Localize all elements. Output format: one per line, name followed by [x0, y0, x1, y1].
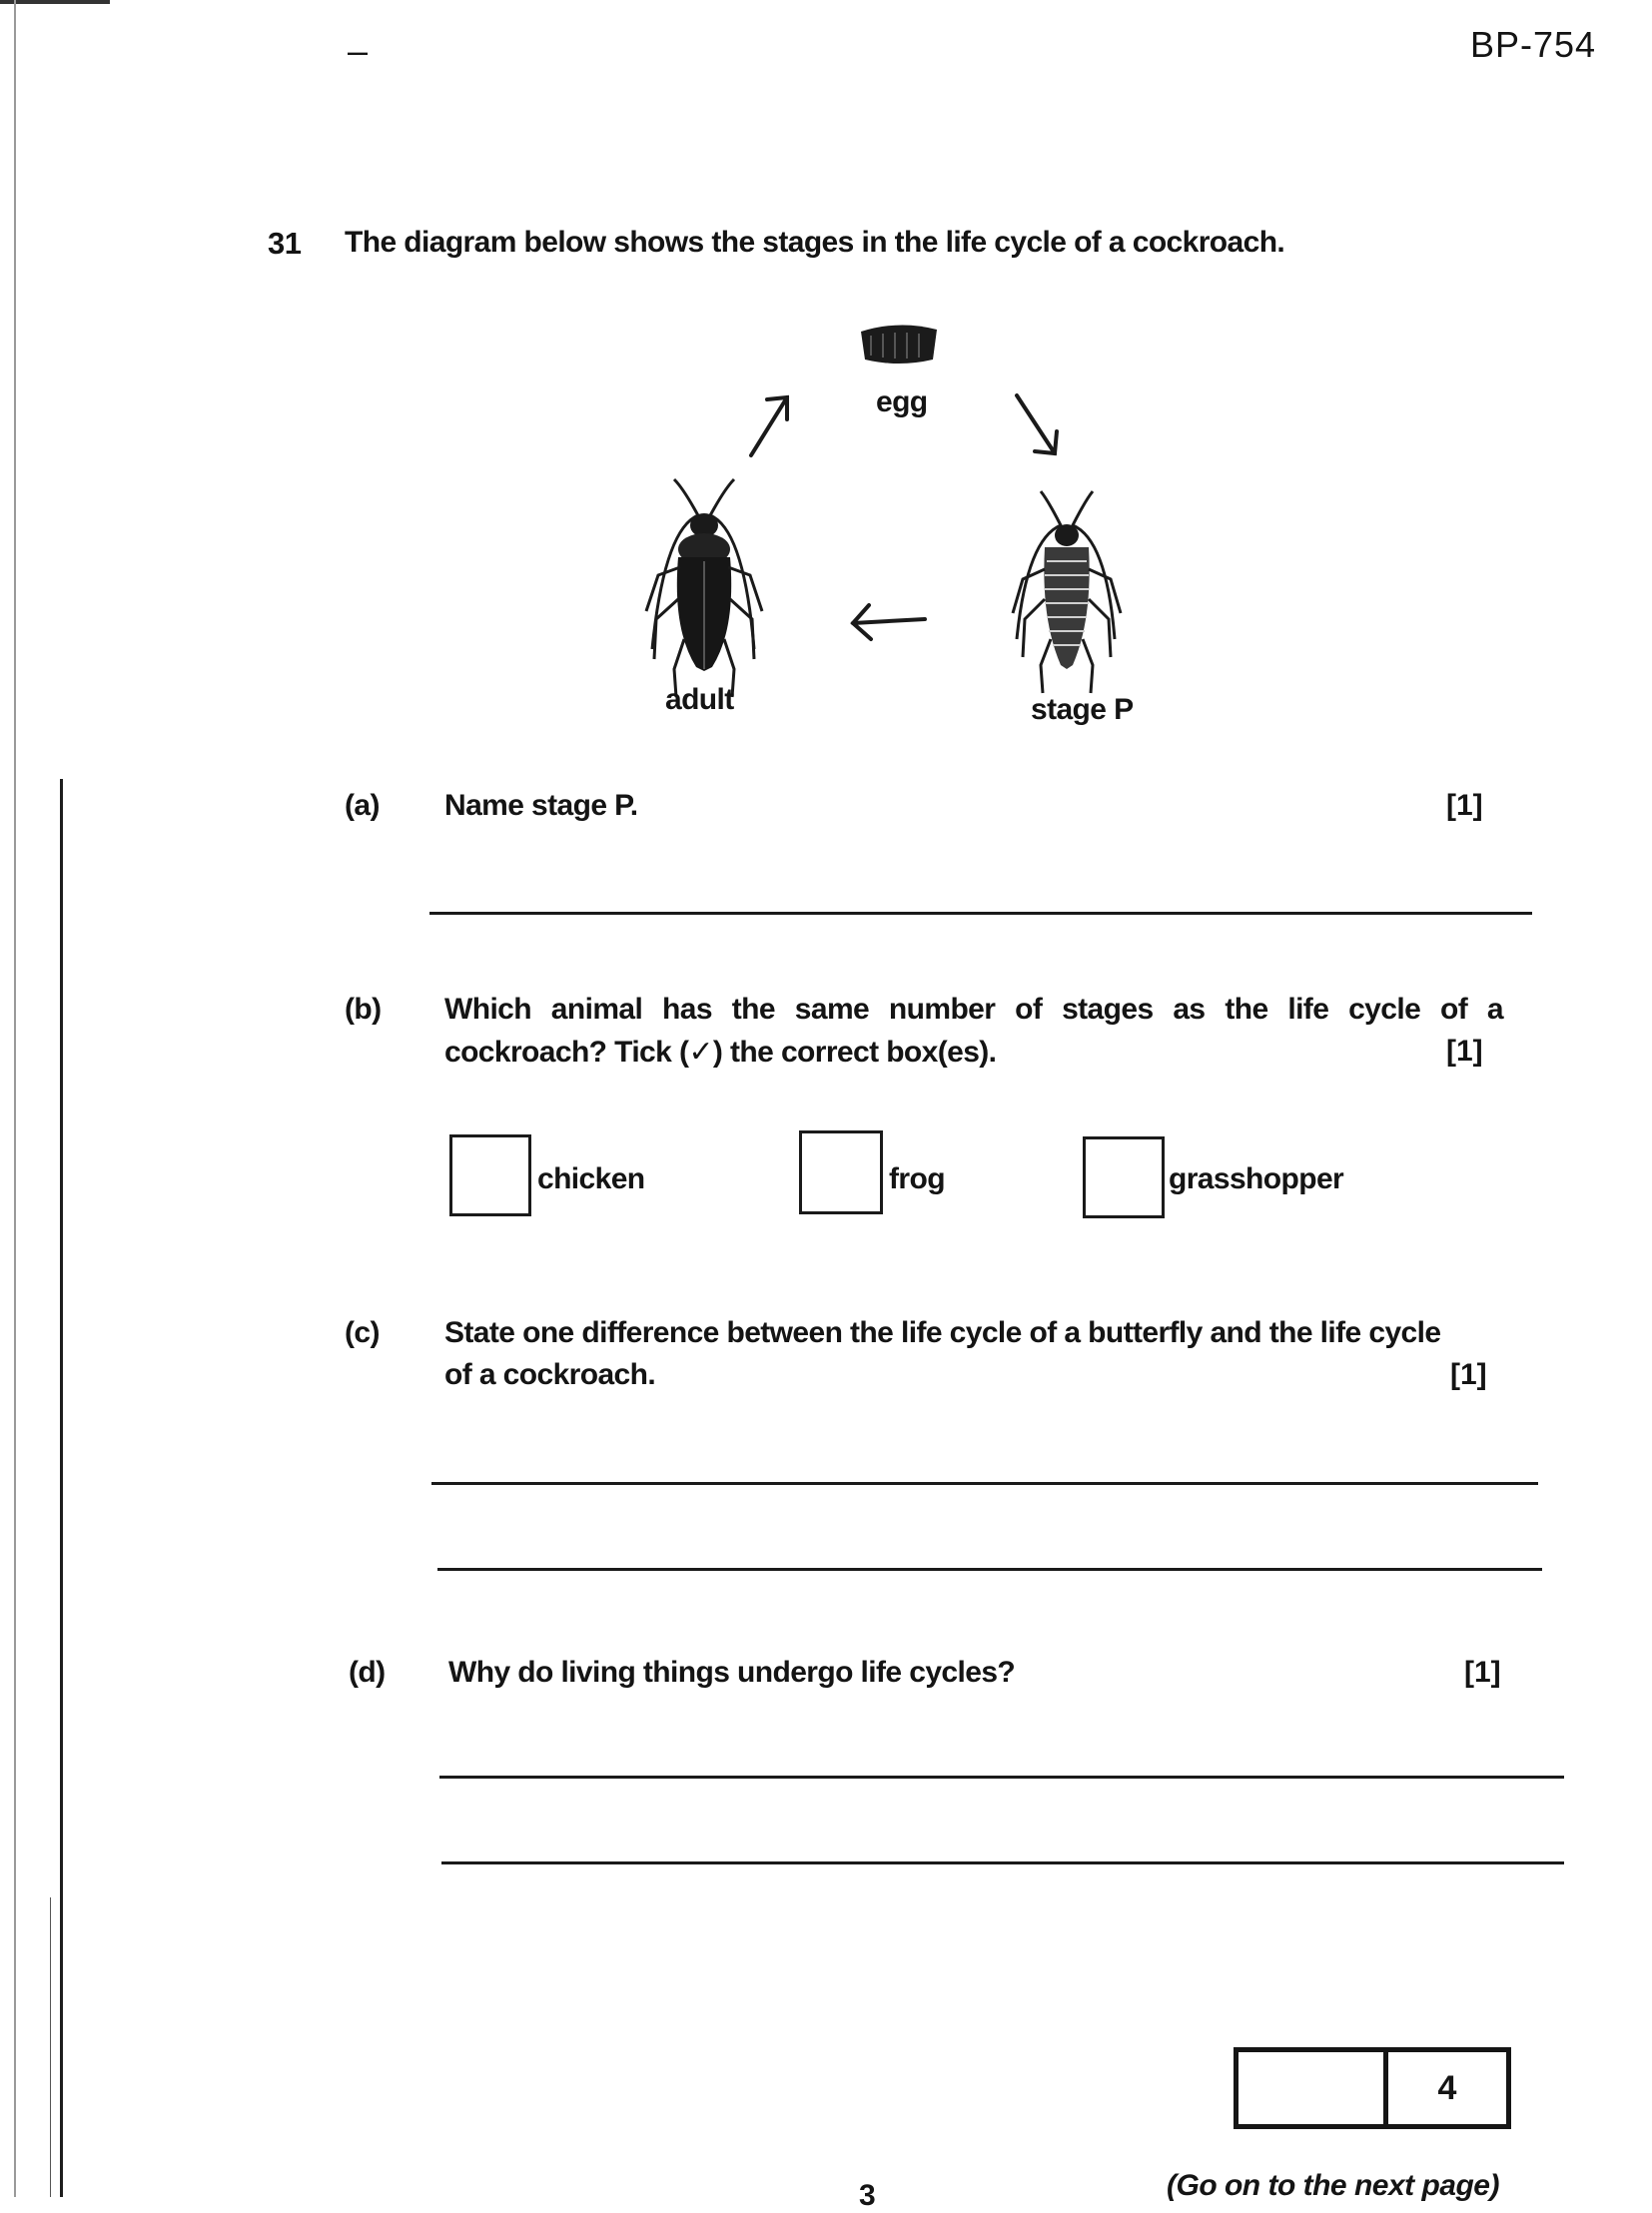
part-a-text: Name stage P.: [444, 789, 638, 822]
header-dash: –: [348, 30, 369, 71]
question-intro: The diagram below shows the stages in the life cycle of a cockroach.: [345, 226, 1285, 259]
nymph-stage-p-icon: [1013, 491, 1121, 693]
scan-edge-line-lower: [50, 1897, 51, 2197]
part-d-marks: [1]: [1464, 1656, 1501, 1689]
life-cycle-diagram: [559, 310, 1179, 739]
option-grasshopper-label: grasshopper: [1169, 1162, 1344, 1195]
arrow-adult-to-egg-icon: [751, 397, 787, 455]
egg-case-icon: [861, 325, 937, 364]
option-frog-label: frog: [889, 1162, 945, 1195]
part-a-marks: [1]: [1446, 789, 1483, 822]
label-stage-p: stage P: [1031, 693, 1134, 726]
checkbox-chicken[interactable]: [449, 1134, 531, 1216]
part-c-label: (c): [345, 1316, 380, 1349]
checkbox-frog[interactable]: [799, 1130, 883, 1214]
part-d-answer-line-2[interactable]: [441, 1861, 1564, 1864]
scan-edge-mark: [0, 0, 110, 4]
part-d-answer-line-1[interactable]: [439, 1776, 1564, 1779]
option-chicken-label: chicken: [537, 1162, 645, 1195]
arrow-stage-p-to-adult-icon: [853, 605, 925, 639]
checkbox-grasshopper[interactable]: [1083, 1136, 1165, 1218]
binding-line: [60, 779, 63, 2197]
document-code: BP-754: [1470, 24, 1597, 65]
page-number: 3: [859, 2179, 876, 2212]
go-on-next-page: (Go on to the next page): [1167, 2169, 1499, 2202]
part-c-text-line1: State one difference between the life cycle of a butterfly and the life cycle: [444, 1316, 1441, 1349]
part-d-text: Why do living things undergo life cycles?: [448, 1656, 1016, 1689]
part-b-text-line1: Which animal has the same number of stages as the life cycle of a: [444, 993, 1503, 1026]
label-egg: egg: [876, 385, 928, 418]
part-d-label: (d): [349, 1656, 386, 1689]
scan-edge-line: [14, 0, 16, 2197]
part-c-marks: [1]: [1450, 1358, 1487, 1391]
score-box-blank-cell: [1239, 2052, 1388, 2124]
label-adult: adult: [665, 683, 734, 716]
part-a-answer-line[interactable]: [429, 912, 1532, 915]
score-box-marks-cell: 4: [1437, 2068, 1457, 2107]
part-c-answer-line-1[interactable]: [431, 1482, 1538, 1485]
part-c-text-line2: of a cockroach.: [444, 1358, 656, 1391]
part-b-marks: [1]: [1446, 1035, 1483, 1068]
part-a-label: (a): [345, 789, 380, 822]
score-box: [1234, 2047, 1511, 2129]
part-b-label: (b): [345, 993, 382, 1026]
part-c-answer-line-2[interactable]: [437, 1568, 1542, 1571]
question-number: 31: [268, 226, 302, 261]
arrow-egg-to-stage-p-icon: [1017, 395, 1057, 453]
part-b-text-line2: cockroach? Tick (✓) the correct box(es).: [444, 1036, 997, 1069]
adult-cockroach-icon: [646, 479, 762, 697]
